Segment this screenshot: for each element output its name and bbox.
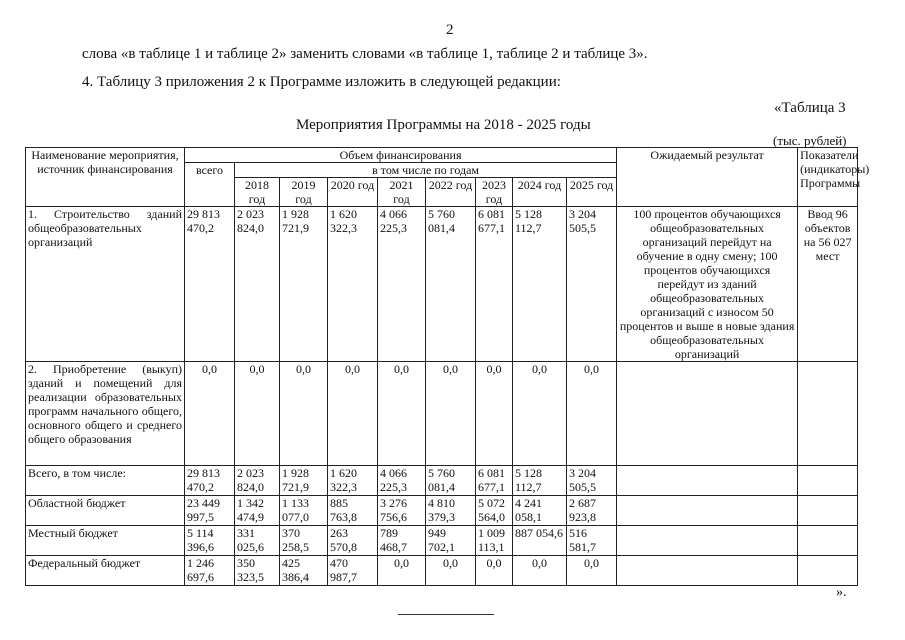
value-cell: 1 620 322,3 [328,207,378,362]
value-cell: 5 128 112,7 [513,207,567,362]
table-row [26,556,858,586]
value-cell: 0,0 [378,556,426,586]
header-name: Наименование мероприятия, источник финансирования [26,148,185,207]
value-cell: 5 760 081,4 [426,466,476,496]
value-cell: 4 810 379,3 [426,496,476,526]
value-cell: 5 760 081,4 [426,207,476,362]
table-row [26,362,858,466]
table-row [26,207,858,362]
value-cell: 23 449 997,5 [185,496,235,526]
value-cell: 470 987,7 [328,556,378,586]
value-cell: 949 702,1 [426,526,476,556]
value-cell: 5 072 564,0 [476,496,513,526]
table-row [26,496,858,526]
expected-result [617,362,798,466]
page-number: 2 [446,22,454,38]
expected-result [617,496,798,526]
value-cell: 3 204 505,5 [567,466,617,496]
value-cell: 0,0 [328,362,378,466]
value-cell: 6 081 677,1 [476,466,513,496]
value-cell: 0,0 [185,362,235,466]
header-expected: Ожидаемый результат [617,148,798,207]
units-label: (тыс. рублей) [773,133,847,148]
value-cell: 29 813 470,2 [185,466,235,496]
header-by-years: в том числе по годам [235,163,617,178]
value-cell: 29 813 470,2 [185,207,235,362]
value-cell: 0,0 [476,556,513,586]
value-cell: 3 204 505,5 [567,207,617,362]
value-cell: 1 928 721,9 [280,466,328,496]
row-name: Областной бюджет [26,496,185,526]
value-cell: 263 570,8 [328,526,378,556]
amendment-paragraph-1: слова «в таблице 1 и таблице 2» заменить словами «в таблице 1, таблице 2 и таблице 3». [82,46,648,62]
value-cell: 6 081 677,1 [476,207,513,362]
value-cell: 0,0 [476,362,513,466]
value-cell: 2 687 923,8 [567,496,617,526]
value-cell: 887 054,6 [513,526,567,556]
table-row [26,526,858,556]
value-cell: 425 386,4 [280,556,328,586]
header-indicators: Показатели (индикаторы) Программы [798,148,858,207]
table-label: «Таблица 3 [774,100,846,116]
value-cell: 4 066 225,3 [378,207,426,362]
value-cell: 789 468,7 [378,526,426,556]
indicator [798,556,858,586]
row-name: Местный бюджет [26,526,185,556]
value-cell: 0,0 [426,362,476,466]
value-cell: 370 258,5 [280,526,328,556]
value-cell: 2 023 824,0 [235,466,280,496]
value-cell: 0,0 [280,362,328,466]
value-cell: 0,0 [567,362,617,466]
value-cell: 4 241 058,1 [513,496,567,526]
closing-quote: ». [836,585,847,600]
amendment-paragraph-2: 4. Таблицу 3 приложения 2 к Программе изложить в следующей редакции: [82,74,561,90]
value-cell: 0,0 [378,362,426,466]
value-cell: 0,0 [513,556,567,586]
value-cell: 1 620 322,3 [328,466,378,496]
indicator [798,526,858,556]
value-cell: 0,0 [567,556,617,586]
value-cell: 1 133 077,0 [280,496,328,526]
header-total: всего [185,163,235,207]
program-measures-table [25,147,870,586]
expected-result [617,556,798,586]
header-year: 2023 год [476,178,513,207]
value-cell: 1 009 113,1 [476,526,513,556]
value-cell: 0,0 [426,556,476,586]
row-name: 1. Строительство зданий общеобразовательных организаций [26,207,185,362]
row-name: Федеральный бюджет [26,556,185,586]
header-year: 2024 год [513,178,567,207]
value-cell: 0,0 [235,362,280,466]
header-year: 2018 год [235,178,280,207]
value-cell: 1 342 474,9 [235,496,280,526]
row-name: Всего, в том числе: [26,466,185,496]
indicator: Ввод 96 объектов на 56 027 мест [798,207,858,362]
value-cell: 350 323,5 [235,556,280,586]
value-cell: 516 581,7 [567,526,617,556]
table-row [26,466,858,496]
footer-divider [398,614,494,615]
value-cell: 885 763,8 [328,496,378,526]
indicator [798,496,858,526]
value-cell: 1 928 721,9 [280,207,328,362]
header-year: 2022 год [426,178,476,207]
indicator [798,362,858,466]
value-cell: 331 025,6 [235,526,280,556]
value-cell: 1 246 697,6 [185,556,235,586]
header-funding: Объем финансирования [185,148,617,163]
value-cell: 4 066 225,3 [378,466,426,496]
header-year: 2019 год [280,178,328,207]
value-cell: 2 023 824,0 [235,207,280,362]
indicator [798,466,858,496]
value-cell: 5 114 396,6 [185,526,235,556]
expected-result [617,526,798,556]
expected-result: 100 процентов обучающихся общеобразовательных организаций перейдут на обучение в одну смену; 100 процентов обучающихся перейдут из зданий общеобразовательных организаций с износом 50 процентов и выше в новые здания общеобразовательных организаций [617,207,798,362]
value-cell: 3 276 756,6 [378,496,426,526]
header-year: 2020 год [328,178,378,207]
expected-result [617,466,798,496]
value-cell: 0,0 [513,362,567,466]
table-title: Мероприятия Программы на 2018 - 2025 годы [296,117,591,133]
row-name: 2. Приобретение (выкуп) зданий и помещений для реализации образовательных программ начального общего, основного общего и среднего общего образования [26,362,185,466]
header-row-1 [26,148,858,163]
value-cell: 5 128 112,7 [513,466,567,496]
header-year: 2025 год [567,178,617,207]
header-year: 2021 год [378,178,426,207]
